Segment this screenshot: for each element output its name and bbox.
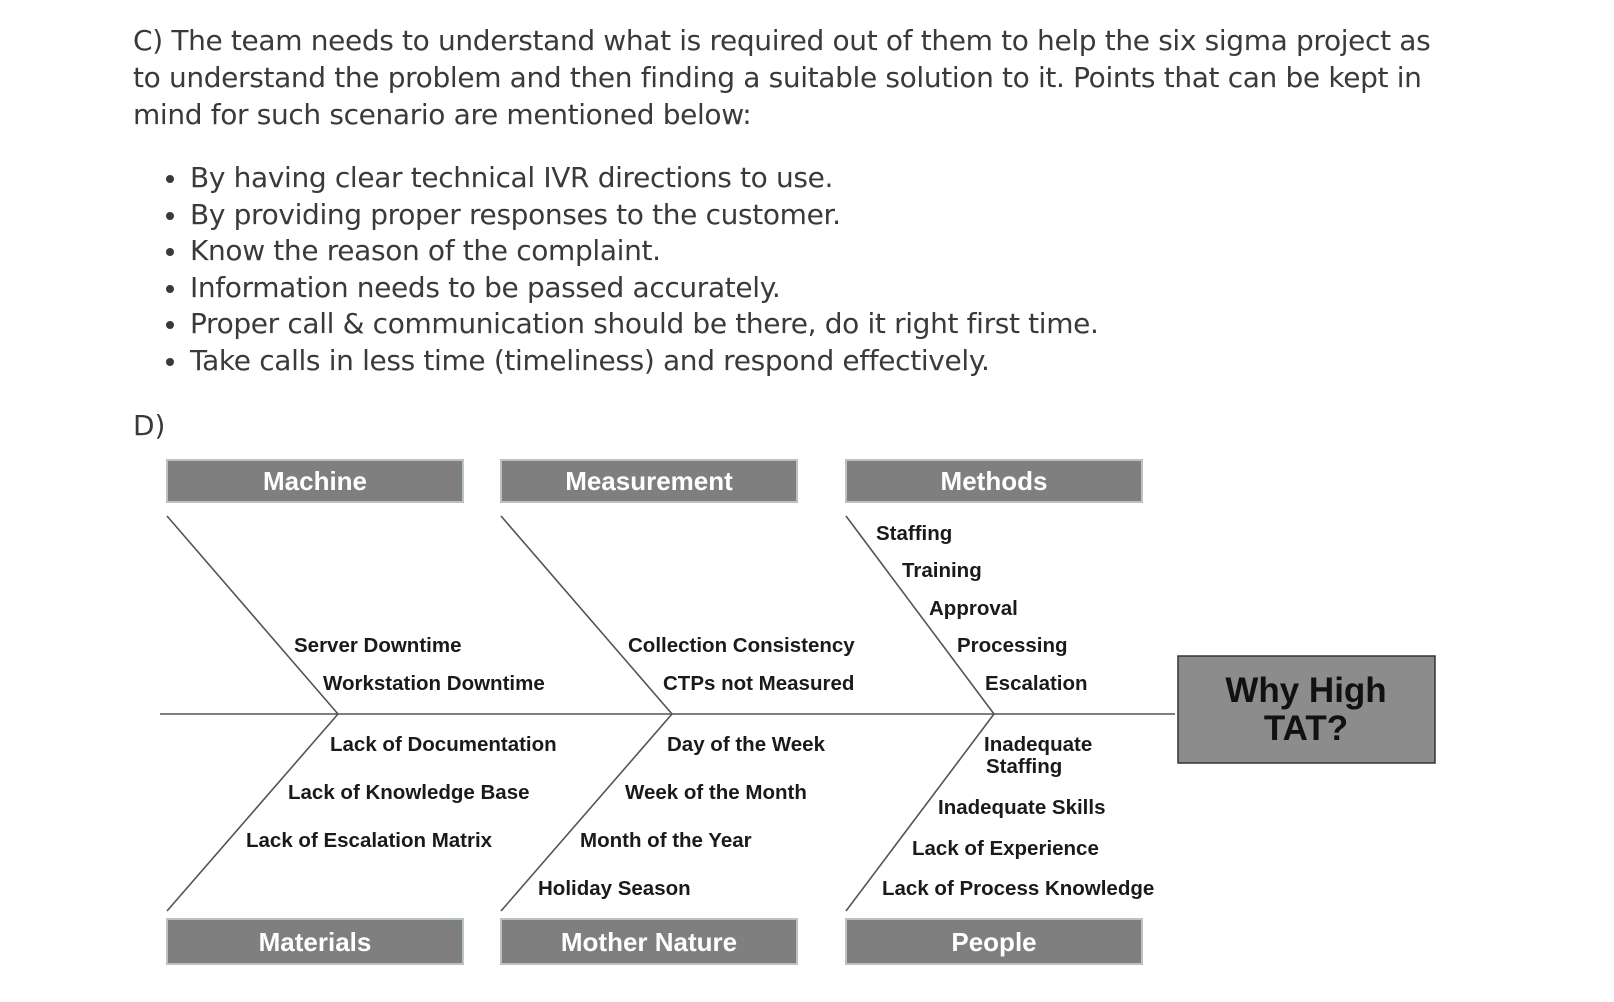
- category-people: [846, 919, 1142, 964]
- category-machine: [167, 460, 463, 502]
- list-item: Take calls in less time (timeliness) and respond effectively.: [190, 343, 1099, 380]
- fishbone-head: [1178, 656, 1435, 763]
- cause-label: Escalation: [985, 672, 1088, 695]
- cause-label: Lack of Experience: [912, 837, 1099, 860]
- category-measurement-label: Measurement: [565, 466, 733, 496]
- section-d-label: D): [133, 409, 166, 442]
- cause-label: Holiday Season: [538, 877, 691, 900]
- intro-paragraph: C) The team needs to understand what is required out of them to help the six sigma project as to understand the problem and then finding a suitable solution to it. Points that can be kept in mind for such scenario are mentioned below:: [133, 24, 1431, 131]
- cause-label: Approval: [929, 597, 1018, 620]
- category-methods-label: Methods: [940, 466, 1048, 496]
- list-item: By having clear technical IVR directions to use.: [190, 160, 1099, 197]
- machine-bone: [167, 516, 338, 714]
- cause-label: Lack of Process Knowledge: [882, 877, 1155, 900]
- cause-label: CTPs not Measured: [663, 672, 855, 695]
- materials-bone: [167, 714, 338, 911]
- list-item: By providing proper responses to the customer.: [190, 197, 1099, 234]
- category-mother-nature: [501, 919, 797, 964]
- head-title-line2: TAT?: [1263, 709, 1349, 748]
- category-mother-nature-label: Mother Nature: [560, 927, 738, 957]
- cause-label: Processing: [957, 634, 1068, 657]
- cause-label: Month of the Year: [580, 829, 752, 852]
- category-people-label: People: [951, 927, 1037, 957]
- category-methods: [846, 460, 1142, 502]
- category-measurement: [501, 460, 797, 502]
- cause-label: Inadequate: [984, 733, 1093, 756]
- cause-label: Lack of Knowledge Base: [288, 781, 530, 804]
- cause-label: Collection Consistency: [628, 634, 855, 657]
- list-item: Information needs to be passed accurately.: [190, 270, 1099, 307]
- cause-label: Workstation Downtime: [323, 672, 545, 695]
- list-item: Proper call & communication should be there, do it right first time.: [190, 306, 1099, 343]
- category-materials-label: Materials: [258, 927, 372, 957]
- cause-label: Training: [902, 559, 982, 582]
- head-title-line1: Why High: [1225, 671, 1387, 710]
- cause-label: Server Downtime: [294, 634, 462, 657]
- cause-label: Day of the Week: [667, 733, 825, 756]
- cause-label: Lack of Documentation: [330, 733, 557, 756]
- category-machine-label: Machine: [262, 466, 368, 496]
- cause-label: Staffing: [876, 522, 953, 545]
- list-item: Know the reason of the complaint.: [190, 233, 1099, 270]
- category-materials: [167, 919, 463, 964]
- cause-label: Week of the Month: [625, 781, 807, 804]
- cause-label: Inadequate Skills: [938, 796, 1106, 819]
- cause-label: Lack of Escalation Matrix: [246, 829, 493, 852]
- cause-label: Staffing: [986, 755, 1063, 778]
